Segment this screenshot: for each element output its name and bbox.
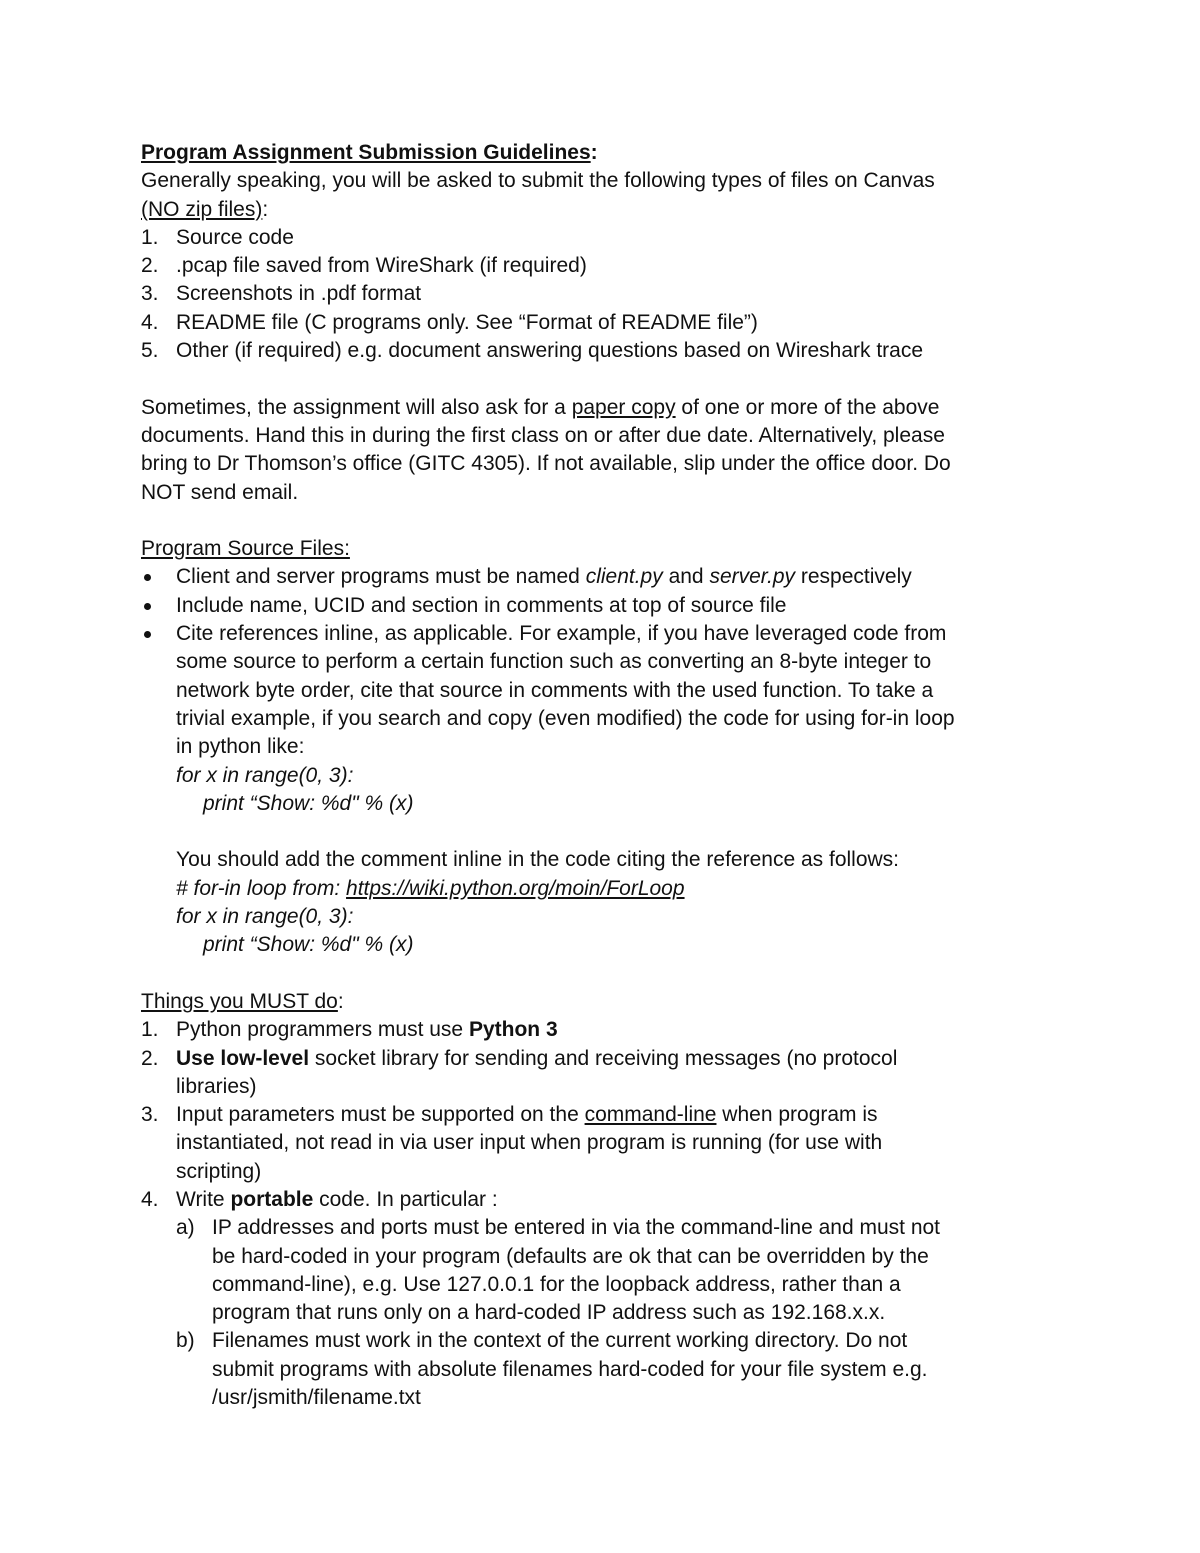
text: and	[662, 565, 710, 589]
sub-list-line: IP addresses and ports must be entered in via the command-line and must not	[212, 1216, 941, 1240]
bullet-item	[141, 620, 1071, 761]
list-item-text: Source code	[176, 225, 294, 249]
list-number: 5.	[141, 339, 159, 363]
list-number: 2.	[141, 1046, 159, 1070]
text: Input parameters must be supported on the	[176, 1103, 585, 1127]
low-level-emphasis: Use low-level	[176, 1046, 310, 1070]
list-item-text: .pcap file saved from WireShark (if required)	[176, 254, 587, 278]
list-item	[141, 252, 1071, 280]
text: respectively	[795, 565, 912, 589]
bullet-text	[176, 563, 1071, 591]
list-item	[141, 1101, 1071, 1186]
paragraph-text: of one or more of the above	[675, 395, 940, 419]
sub-list-text	[212, 1214, 1071, 1327]
list-number: 1.	[141, 1018, 159, 1042]
list-item-text: Screenshots in .pdf format	[176, 282, 422, 306]
list-line	[176, 1101, 1071, 1129]
must-do-title: Things you MUST do	[141, 989, 338, 1013]
heading-colon: :	[590, 141, 598, 164]
list-item	[141, 224, 1071, 252]
bullet-icon	[144, 603, 151, 610]
list-number: 3.	[141, 282, 159, 306]
section-heading-source-files: Program Source Files:	[141, 537, 350, 561]
code-example-line: for x in range(0, 3):	[176, 763, 354, 787]
sub-list-line: program that runs only on a hard-coded IP address such as 192.168.x.x.	[212, 1301, 886, 1325]
document-page	[141, 139, 1071, 1412]
portable-emphasis: portable	[230, 1187, 314, 1211]
list-item-text: README file (C programs only. See “Format of README file”)	[176, 310, 758, 334]
intro-line: Generally speaking, you will be asked to submit the following types of files on Canvas	[141, 169, 935, 193]
sub-list-line: Filenames must work in the context of the current working directory. Do not	[212, 1329, 908, 1353]
text: Write	[176, 1187, 231, 1211]
code-comment-text: # for-in loop from:	[176, 876, 347, 900]
list-item	[141, 337, 1071, 365]
list-item	[141, 1186, 1071, 1214]
command-line-emphasis: command-line	[584, 1103, 717, 1127]
bullet-item	[141, 563, 1071, 591]
bullet-icon	[144, 631, 151, 638]
text: code. In particular :	[313, 1187, 498, 1211]
bullet-text: Include name, UCID and section in comments at top of source file	[176, 593, 787, 617]
list-item-text	[176, 1045, 1071, 1102]
list-number: 1.	[141, 225, 159, 249]
list-line: scripting)	[176, 1159, 262, 1183]
must-do-list	[141, 1016, 1071, 1412]
must-do-colon: :	[337, 989, 344, 1013]
code-example-line: for x in range(0, 3):	[176, 905, 354, 929]
paper-copy-emphasis: paper copy	[571, 395, 676, 419]
list-item-text	[176, 1016, 1071, 1044]
text: when program is	[716, 1103, 878, 1127]
list-number: 3.	[141, 1103, 159, 1127]
file-types-list	[141, 224, 1071, 365]
comment-intro: You should add the comment inline in the code citing the reference as follows:	[176, 848, 900, 872]
list-number: 2.	[141, 254, 159, 278]
sub-list-line: submit programs with absolute filenames hard-coded for your file system e.g.	[212, 1357, 928, 1381]
bullet-line: some source to perform a certain function such as converting an 8-byte integer to	[176, 650, 932, 674]
python-version: Python 3	[468, 1018, 558, 1042]
list-line	[176, 1045, 1071, 1073]
code-example-line: print “Show: %d" % (x)	[203, 933, 414, 957]
bullet-line: in python like:	[176, 735, 305, 759]
list-item	[141, 1016, 1071, 1044]
paragraph-line	[141, 394, 1071, 422]
client-filename: client.py	[585, 565, 663, 589]
sub-list-text	[212, 1327, 1071, 1412]
list-item-text	[176, 1101, 1071, 1186]
spacer	[141, 507, 1071, 535]
text: socket library for sending and receiving messages (no protocol	[309, 1046, 898, 1070]
sub-list-line: command-line), e.g. Use 127.0.0.1 for the loopback address, rather than a	[212, 1272, 901, 1296]
bullet-line: network byte order, cite that source in comments with the used function. To take a	[176, 678, 934, 702]
bullet-line: Cite references inline, as applicable. For example, if you have leveraged code from	[176, 622, 947, 646]
no-zip-line	[141, 196, 1071, 224]
list-item-text	[176, 1186, 1071, 1214]
sub-list-line: be hard-coded in your program (defaults are ok that can be overridden by the	[212, 1244, 929, 1268]
bullet-icon	[144, 574, 151, 581]
code-comment-line	[141, 875, 1071, 903]
list-number: 4.	[141, 310, 159, 334]
sub-list-marker: a)	[176, 1216, 195, 1240]
section-heading-submission	[141, 139, 1071, 167]
list-item	[141, 309, 1071, 337]
sub-list-item	[141, 1214, 1071, 1327]
sub-list-marker: b)	[176, 1329, 195, 1353]
heading-title: Program Assignment Submission Guidelines	[141, 141, 591, 164]
list-item	[141, 1045, 1071, 1102]
wiki-link[interactable]: https://wiki.python.org/moin/ForLoop	[346, 876, 685, 900]
text: Client and server programs must be named	[176, 565, 586, 589]
paragraph-text: Sometimes, the assignment will also ask for a	[141, 395, 572, 419]
spacer	[141, 818, 1071, 846]
no-zip-note: (NO zip files)	[141, 197, 263, 221]
bullet-text	[176, 620, 1071, 761]
bullet-line: trivial example, if you search and copy (even modified) the code for using for-in loop	[176, 706, 955, 730]
spacer	[141, 365, 1071, 393]
code-example-line: print “Show: %d" % (x)	[203, 791, 414, 815]
list-line: libraries)	[176, 1074, 257, 1098]
no-zip-colon: :	[262, 197, 269, 221]
paragraph-line: NOT send email.	[141, 480, 299, 504]
list-item	[141, 280, 1071, 308]
list-item-text: Other (if required) e.g. document answering questions based on Wireshark trace	[176, 339, 924, 363]
list-number: 4.	[141, 1187, 159, 1211]
sub-list-item	[141, 1327, 1071, 1412]
paragraph-line: documents. Hand this in during the first class on or after due date. Alternatively, please	[141, 423, 945, 447]
sub-list-line: /usr/jsmith/filename.txt	[212, 1386, 421, 1410]
bullet-item	[141, 592, 1071, 620]
spacer	[141, 960, 1071, 988]
list-line: instantiated, not read in via user input when program is running (for use with	[176, 1131, 883, 1155]
section-heading-must-do	[141, 988, 1071, 1016]
text: Python programmers must use	[176, 1018, 469, 1042]
paper-copy-paragraph	[141, 394, 1071, 507]
source-files-bullets	[141, 563, 1071, 761]
paragraph-line: bring to Dr Thomson’s office (GITC 4305). If not available, slip under the office door. Do	[141, 452, 951, 476]
server-filename: server.py	[709, 565, 796, 589]
